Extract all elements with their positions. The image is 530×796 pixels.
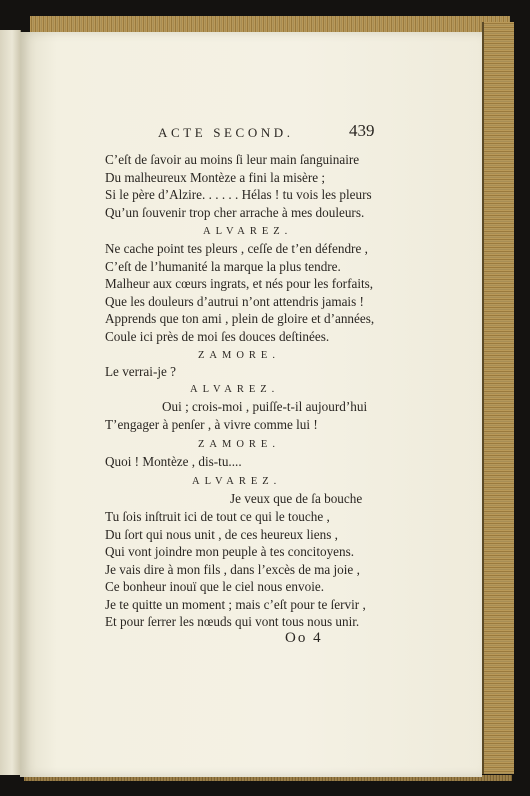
speaker-name: ALVAREZ. (192, 476, 282, 487)
verse-line: Malheur aux cœurs ingrats, et nés pour les forfaits, (105, 276, 374, 291)
verse-line: Apprends que ton ami , plein de gloire et d’années, (105, 311, 375, 326)
speaker-name: ZAMORE. (198, 350, 280, 361)
verse-line: Du ſort qui nous unit , de ces heureux liens , (105, 527, 338, 542)
verse-line: Quoi ! Montèze , dis-tu.... (105, 454, 242, 469)
verse-line: Je te quitte un moment ; mais c’eſt pour te ſervir , (105, 597, 366, 612)
verse-line: Si le père d’Alzire. . . . . . Hélas ! tu vois les pleurs (105, 187, 372, 202)
speaker-name: ALVAREZ. (190, 384, 280, 395)
verse-line: Je veux que de ſa bouche (230, 491, 363, 506)
verse-line: Ne cache point tes pleurs , ceſſe de t’en défendre , (105, 241, 368, 256)
speaker-name: ZAMORE. (198, 439, 280, 450)
verse-line: Coule ici près de moi ſes douces deſtinées. (105, 329, 330, 344)
running-header: ACTE SECOND. (158, 125, 294, 140)
signature-mark: Oo 4 (285, 630, 323, 646)
verse-line: Je vais dire à mon fils , dans l’excès de ma joie , (105, 562, 360, 577)
top-page-edges (30, 16, 510, 32)
verse-line: Oui ; crois-moi , puiſſe-t-il aujourd’hui (162, 399, 368, 414)
page-number: 439 (349, 121, 375, 140)
verse-line: Et pour ſerrer les nœuds qui vont tous nous unir. (105, 614, 360, 629)
right-page-edges (482, 22, 514, 774)
verse-line: Que les douleurs d’autrui n’ont attendris jamais ! (105, 294, 364, 309)
verse-line: Du malheureux Montèze a fini la misère ; (105, 170, 326, 185)
verse-line: C’eſt de l’humanité la marque la plus tendre. (105, 259, 341, 274)
verse-line: Qui vont joindre mon peuple à tes concitoyens. (105, 544, 355, 559)
left-page-edge (0, 30, 21, 775)
verse-line: Qu’un ſouvenir trop cher arrache à mes douleurs. (105, 205, 365, 220)
speaker-name: ALVAREZ. (203, 226, 293, 237)
verse-line: T’engager à penſer , à vivre comme lui ! (105, 417, 318, 432)
verse-line: C’eſt de ſavoir au moins ſi leur main ſanguinaire (105, 152, 360, 167)
verse-line: Le verrai-je ? (105, 364, 177, 379)
verse-line: Tu ſois inſtruit ici de tout ce qui le touche , (105, 509, 330, 524)
verse-line: Ce bonheur inouï que le ciel nous envoie. (105, 579, 325, 594)
